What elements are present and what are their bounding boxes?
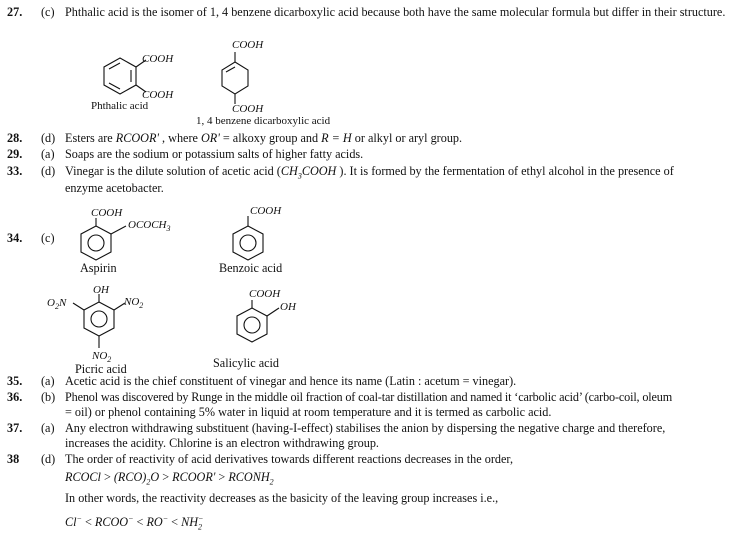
aspirin-ococh-text: OCOCH <box>128 219 167 231</box>
question-number-38: 38 <box>7 452 20 466</box>
answer-text-28-post: or alkyl or aryl group. <box>351 131 463 145</box>
picric-o2n-a: O <box>47 297 55 309</box>
basicity-lt-2: < <box>133 515 147 530</box>
salicylic-acid-ring <box>232 300 272 350</box>
order-gt-1: > <box>100 470 114 484</box>
salicylic-oh: OH <box>280 301 296 313</box>
question-number-33: 33. <box>7 164 23 178</box>
order-amide: RCONH <box>228 470 270 484</box>
order-anhydride-sub: 2 <box>146 477 151 487</box>
terephthalic-cooh-top: COOH <box>232 39 264 51</box>
answer-text-33-post: ). It is formed by the fermentation of ethyl alcohol in the presence of <box>336 164 674 178</box>
answer-text-29: Soaps are the sodium or potassium salts of higher fatty acids. <box>65 147 364 161</box>
picric-no2-right-sub: 2 <box>139 301 144 311</box>
basicity-rcoo-sup: − <box>128 514 134 523</box>
benzoic-acid-ring <box>228 216 268 266</box>
answer-text-37-line2: increases the acidity. Chlorine is an electron withdrawing group. <box>65 436 379 450</box>
order-gt-3: > <box>215 470 229 484</box>
answer-text-33-pre: Vinegar is the dilute solution of acetic acid ( <box>65 164 281 178</box>
question-number-27: 27. <box>7 5 23 19</box>
answer-option-28: (d) <box>41 131 56 145</box>
acetic-formula-part-b: COOH <box>301 164 337 178</box>
benzoic-cooh: COOH <box>250 205 282 217</box>
question-number-34: 34. <box>7 231 23 245</box>
answer-option-37: (a) <box>41 421 55 435</box>
question-number-36: 36. <box>7 390 23 404</box>
answer-text-36-line1: Phenol was discovered by Runge in the middle oil fraction of coal-tar distillation and named it ‘carbolic acid’ (carbo-coil, oleum <box>65 390 673 404</box>
answer-text-37-line1: Any electron withdrawing substituent (having-I-effect) stabilises the anion by dispersing the negative charge and therefore, <box>65 421 666 435</box>
answer-text-28 <box>65 131 462 146</box>
benzoic-acid-label: Benzoic acid <box>219 261 283 275</box>
answer-option-36: (b) <box>41 390 56 404</box>
acetic-formula-sub: 3 <box>297 171 302 181</box>
basicity-lt-1: < <box>81 515 95 530</box>
picric-no2-right <box>124 295 143 313</box>
order-ester: RCOOR' <box>172 470 216 484</box>
question-number-29: 29. <box>7 147 23 161</box>
phthalic-acid-ring <box>100 56 140 96</box>
answer-text-38-line1: The order of reactivity of acid derivatives towards different reactions decreases in the order, <box>65 452 513 466</box>
basicity-ro: RO <box>146 515 163 530</box>
basicity-nh2: NH <box>181 515 199 530</box>
picric-o2n <box>47 296 66 314</box>
basicity-lt-3: < <box>168 515 182 530</box>
picric-acid-ring <box>79 294 119 354</box>
picric-no2-bottom-a: NO <box>92 350 108 362</box>
order-rcocl: RCOCl <box>65 470 101 484</box>
aspirin-ococh3 <box>128 218 171 236</box>
picric-o2n-sub: 2 <box>54 302 59 312</box>
answer-text-35: Acetic acid is the chief constituent of vinegar and hence its name (Latin : acetum = vinegar). <box>65 374 517 388</box>
phthalic-cooh-bottom: COOH <box>142 89 174 101</box>
ester-formula: RCOOR' <box>115 131 159 145</box>
answer-option-38: (d) <box>41 452 56 466</box>
aspirin-label: Aspirin <box>80 261 117 275</box>
terephthalic-cooh-bottom: COOH <box>232 103 264 115</box>
order-anhydride-b: O <box>150 470 160 484</box>
answer-text-28-mid1: , where <box>159 131 201 145</box>
question-number-35: 35. <box>7 374 23 388</box>
picric-o2n-b: N <box>58 297 67 309</box>
basicity-cl-sup: − <box>76 514 82 523</box>
phthalic-acid-label: Phthalic acid <box>91 100 149 112</box>
basicity-nh2-sup: − <box>198 514 204 523</box>
answer-option-34: (c) <box>41 231 55 245</box>
aspirin-ococh-sub: 3 <box>166 224 171 234</box>
salicylic-acid-label: Salicylic acid <box>213 356 279 370</box>
question-number-37: 37. <box>7 421 23 435</box>
basicity-rcoo: RCOO <box>94 515 129 530</box>
answer-text-38-line3: In other words, the reactivity decreases as the basicity of the leaving group increases i.e., <box>65 491 499 505</box>
answer-option-33: (d) <box>41 164 56 178</box>
answer-text-33-line2: enzyme acetobacter. <box>65 181 164 195</box>
aspirin-cooh: COOH <box>91 207 123 219</box>
answer-text-28-pre: Esters are <box>65 131 116 145</box>
answer-option-27: (c) <box>41 5 55 19</box>
picric-no2-right-a: NO <box>124 296 140 308</box>
acetic-acid-formula <box>280 164 337 181</box>
picric-no2-bottom-sub: 2 <box>107 355 112 365</box>
picric-acid-label: Picric acid <box>75 362 127 376</box>
order-amide-sub: 2 <box>269 477 274 487</box>
question-number-28: 28. <box>7 131 23 145</box>
phthalic-cooh-top: COOH <box>142 53 174 65</box>
answer-option-35: (a) <box>41 374 55 388</box>
basicity-ro-sup: − <box>162 514 169 523</box>
alkoxy-formula: OR' <box>200 131 220 145</box>
order-gt-2: > <box>159 470 173 484</box>
basicity-cl: Cl <box>65 515 77 530</box>
picric-oh: OH <box>93 284 109 296</box>
acetic-formula-part-a: CH <box>280 164 298 178</box>
answer-option-29: (a) <box>41 147 55 161</box>
salicylic-cooh: COOH <box>249 288 281 300</box>
reactivity-order-formula <box>65 470 274 489</box>
answer-text-36-line2: = oil) or phenol containing 5% water in liquid at room temperature and it is termed as carbolic acid. <box>65 405 552 419</box>
terephthalic-acid-label: 1, 4 benzene dicarboxylic acid <box>196 115 331 127</box>
basicity-nh2-sub: 2 <box>198 522 203 532</box>
r-equals-h: R = H <box>321 131 352 145</box>
answer-text-27: Phthalic acid is the isomer of 1, 4 benzene dicarboxylic acid because both have the same molecular formula but differ in their structure. <box>65 5 726 19</box>
order-anhydride-a: (RCO) <box>113 470 147 484</box>
answer-text-28-mid2: = alkoxy group and <box>219 131 322 145</box>
